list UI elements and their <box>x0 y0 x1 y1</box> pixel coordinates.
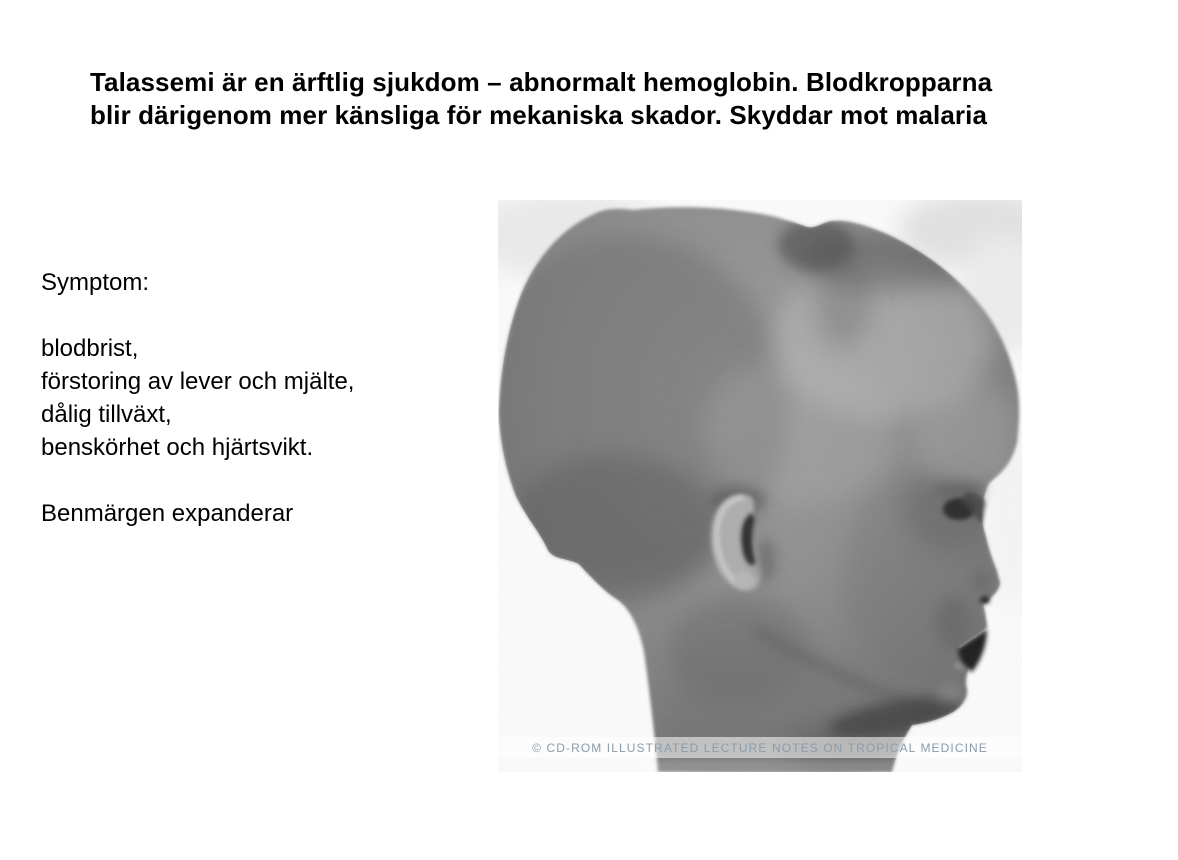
symptom-item-4: benskörhet och hjärtsvikt. <box>41 434 314 461</box>
title-line-2: blir därigenom mer känsliga för mekaniska skador. Skyddar mot malaria <box>90 100 988 130</box>
slide-title <box>90 66 992 132</box>
symptom-heading: Symptom: <box>41 269 150 296</box>
child-profile-image <box>498 200 1022 772</box>
thalassemia-child-photo <box>498 200 1022 772</box>
symptom-note: Benmärgen expanderar <box>41 500 294 527</box>
symptom-list <box>41 266 354 530</box>
title-line-1: Talassemi är en ärftlig sjukdom – abnormalt hemoglobin. Blodkropparna <box>90 67 993 97</box>
symptom-item-2: förstoring av lever och mjälte, <box>41 368 355 395</box>
photo-caption: © CD-ROM ILLUSTRATED LECTURE NOTES ON TROPICAL MEDICINE <box>498 737 1022 758</box>
blank-line <box>41 299 354 332</box>
symptom-item-3: dålig tillväxt, <box>41 401 172 428</box>
symptom-item-1: blodbrist, <box>41 335 139 362</box>
film-grain <box>498 200 1022 772</box>
blank-line <box>41 464 354 497</box>
